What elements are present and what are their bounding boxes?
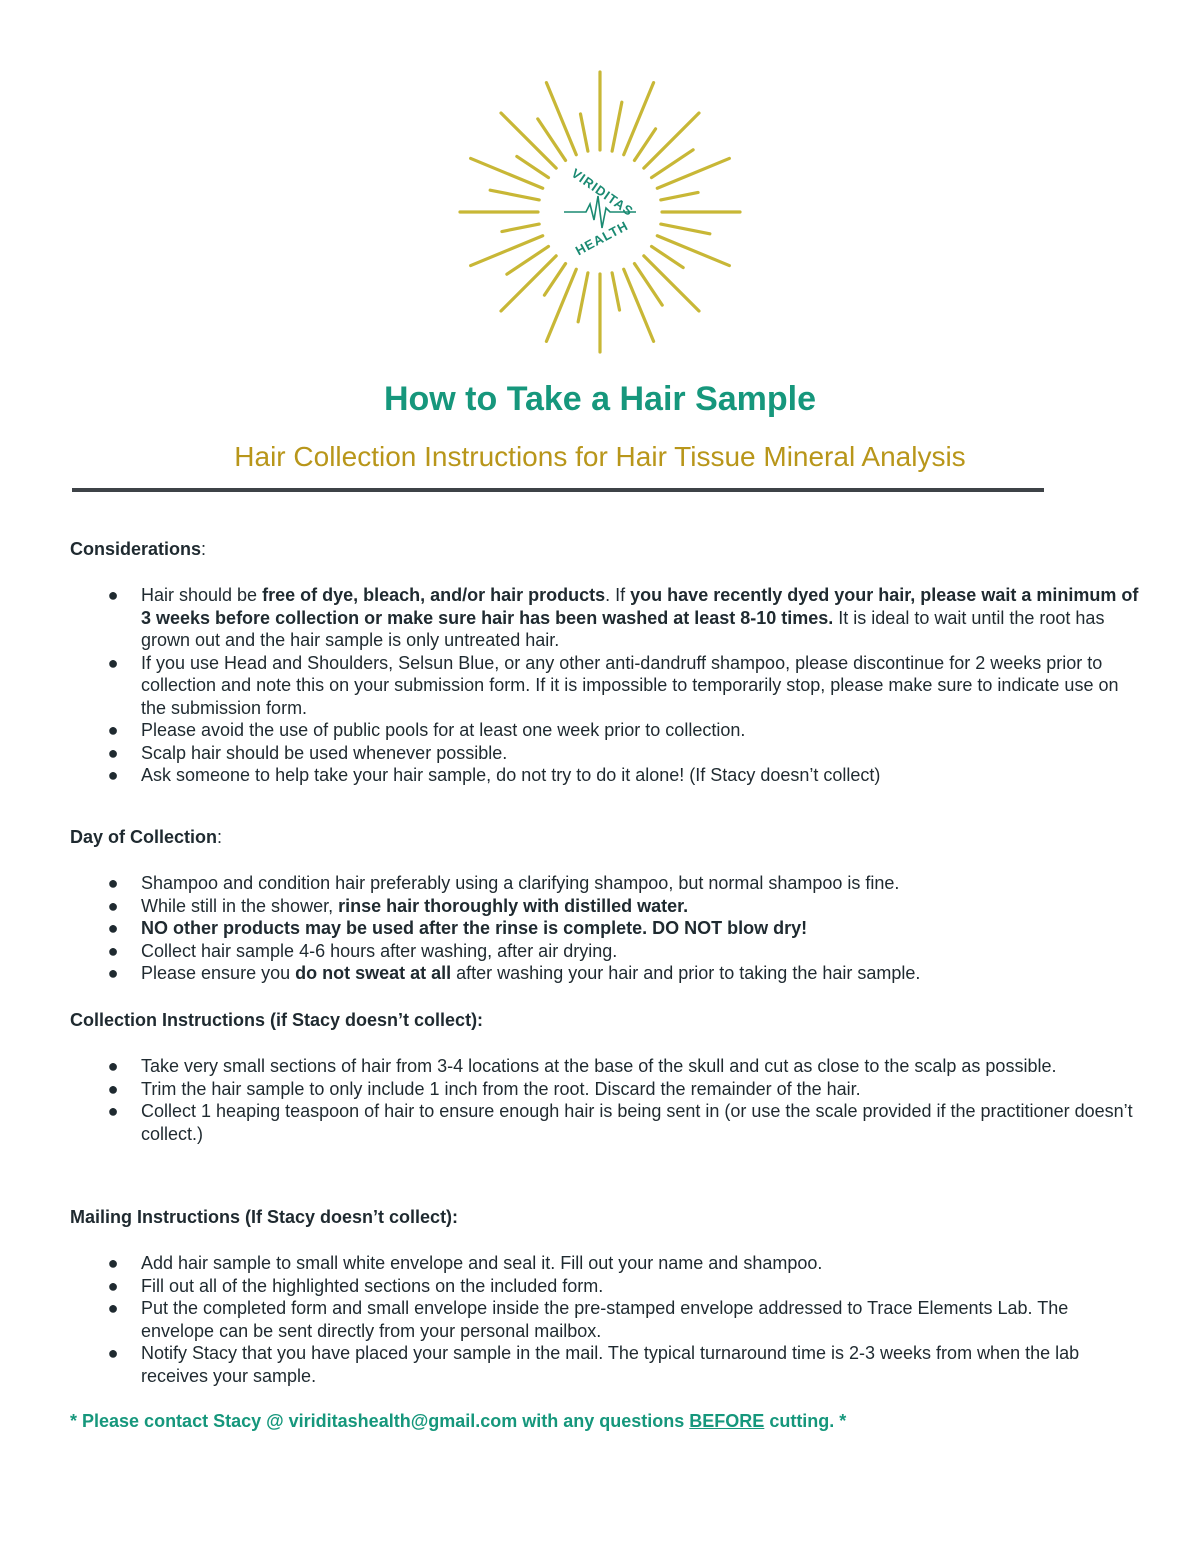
page-title: How to Take a Hair Sample bbox=[383, 380, 817, 418]
list-item: ● Please avoid the use of public pools for at least one week prior to collection. bbox=[107, 720, 746, 740]
sun-ray bbox=[580, 114, 587, 151]
list-item: ● Please ensure you do not sweat at all after washing your hair and prior to taking the hair sample. bbox=[107, 963, 921, 983]
mailing-instructions-heading: Mailing Instructions (If Stacy doesn’t collect): bbox=[70, 1207, 459, 1227]
mailing-instructions-section bbox=[70, 1206, 1140, 1387]
bullet-icon: ● bbox=[107, 1343, 119, 1363]
list-item: ● Scalp hair should be used whenever possible. bbox=[107, 742, 508, 763]
list-item: ● Hair should be free of dye, bleach, and/or hair products. If you have recently dyed your hair, please wait a minimum of 3 weeks before collection or make sure hair has been washed at least 8-10 times. It is ideal to wait until the root has grown out and the hair sample is only untreated hair. bbox=[107, 585, 1139, 650]
sun-ray bbox=[657, 236, 729, 266]
collection-instructions-section bbox=[70, 1009, 1140, 1145]
sun-ray bbox=[624, 83, 654, 155]
collection-instructions-list bbox=[70, 1055, 1140, 1145]
bullet-icon: ● bbox=[107, 1298, 119, 1318]
list-item: ● Notify Stacy that you have placed your sample in the mail. The typical turnaround time is 2-3 weeks from when the lab receives your sample. bbox=[107, 1343, 1080, 1386]
sun-ray bbox=[661, 224, 710, 234]
sun-ray bbox=[501, 256, 556, 311]
bullet-icon: ● bbox=[107, 1078, 119, 1099]
bullet-icon: ● bbox=[107, 940, 119, 961]
sun-ray bbox=[517, 156, 549, 177]
logo-brand-top: VIRIDITAS bbox=[568, 165, 637, 220]
sun-ray bbox=[657, 158, 729, 188]
bullet-icon: ● bbox=[107, 742, 119, 763]
sun-ray bbox=[546, 269, 576, 341]
considerations-section bbox=[70, 538, 1140, 787]
bullet-icon: ● bbox=[107, 1253, 119, 1273]
list-item: ● Take very small sections of hair from 3-4 locations at the base of the skull and cut as close to the scalp as possible. bbox=[107, 1056, 1057, 1076]
bullet-icon: ● bbox=[107, 963, 119, 983]
list-item: ● Collect hair sample 4-6 hours after washing, after air drying. bbox=[107, 940, 618, 961]
collection-instructions-heading: Collection Instructions (if Stacy doesn’t collect): bbox=[70, 1010, 484, 1030]
bullet-icon: ● bbox=[107, 1275, 119, 1296]
sun-ray bbox=[501, 113, 556, 168]
sun-ray bbox=[644, 113, 699, 168]
bullet-icon: ● bbox=[107, 652, 119, 673]
bullet-icon: ● bbox=[107, 765, 119, 785]
bullet-icon: ● bbox=[107, 720, 119, 740]
day-of-collection-list bbox=[70, 872, 1140, 985]
sun-ray bbox=[634, 129, 655, 161]
sun-ray bbox=[578, 273, 588, 322]
bullet-icon: ● bbox=[107, 873, 119, 893]
mailing-instructions-list bbox=[70, 1252, 1140, 1387]
list-item: ● While still in the shower, rinse hair thoroughly with distilled water. bbox=[107, 895, 689, 916]
list-item: ● Trim the hair sample to only include 1 inch from the root. Discard the remainder of the hair. bbox=[107, 1078, 861, 1099]
list-item: ● Collect 1 heaping teaspoon of hair to ensure enough hair is being sent in (or use the scale provided if the practitioner doesn’t collect.) bbox=[107, 1101, 1133, 1144]
sun-ray bbox=[544, 264, 565, 296]
sun-ray bbox=[652, 246, 684, 267]
sun-ray bbox=[624, 269, 654, 341]
sun-ray bbox=[661, 192, 698, 199]
sun-ray bbox=[502, 224, 539, 231]
day-of-collection-section bbox=[70, 826, 1140, 985]
logo-brand-bottom: HEALTH bbox=[572, 217, 631, 259]
sun-ray bbox=[612, 102, 622, 151]
page-subtitle: Hair Collection Instructions for Hair Tissue Mineral Analysis bbox=[234, 441, 966, 472]
before-link[interactable]: BEFORE bbox=[689, 1411, 765, 1431]
sun-ray bbox=[471, 158, 543, 188]
bullet-icon: ● bbox=[107, 1101, 119, 1121]
viriditas-health-logo bbox=[458, 70, 742, 354]
considerations-heading: Considerations: bbox=[70, 539, 207, 559]
sun-ray bbox=[644, 256, 699, 311]
contact-note: * Please contact Stacy @ viriditashealth@gmail.com with any questions BEFORE cutting. * bbox=[70, 1411, 847, 1431]
list-item: ● Fill out all of the highlighted sections on the included form. bbox=[107, 1275, 604, 1296]
bullet-icon: ● bbox=[107, 895, 119, 916]
list-item: ● NO other products may be used after the rinse is complete. DO NOT blow dry! bbox=[107, 918, 808, 938]
day-of-collection-heading: Day of Collection: bbox=[70, 827, 223, 847]
sun-ray bbox=[612, 273, 619, 310]
bullet-icon: ● bbox=[107, 585, 119, 605]
sun-ray bbox=[471, 236, 543, 266]
list-item: ● Add hair sample to small white envelope and seal it. Fill out your name and shampoo. bbox=[107, 1253, 823, 1273]
considerations-list bbox=[70, 584, 1140, 787]
sun-ray bbox=[490, 190, 539, 200]
header-divider bbox=[72, 488, 1044, 492]
list-item: ● Shampoo and condition hair preferably using a clarifying shampoo, but normal shampoo is fine. bbox=[107, 873, 900, 893]
list-item: ● Ask someone to help take your hair sample, do not try to do it alone! (If Stacy doesn’t collect) bbox=[107, 765, 881, 785]
list-item: ● If you use Head and Shoulders, Selsun Blue, or any other anti-dandruff shampoo, please discontinue for 2 weeks prior to collection and note this on your submission form. If it is impossible to temporarily stop, please make sure to indicate use on the submission form. bbox=[107, 652, 1119, 718]
sun-ray bbox=[546, 83, 576, 155]
bullet-icon: ● bbox=[107, 918, 119, 938]
bullet-icon: ● bbox=[107, 1056, 119, 1076]
list-item: ● Put the completed form and small envelope inside the pre-stamped envelope addressed to Trace Elements Lab. The envelope can be sent directly from your personal mailbox. bbox=[107, 1298, 1069, 1341]
